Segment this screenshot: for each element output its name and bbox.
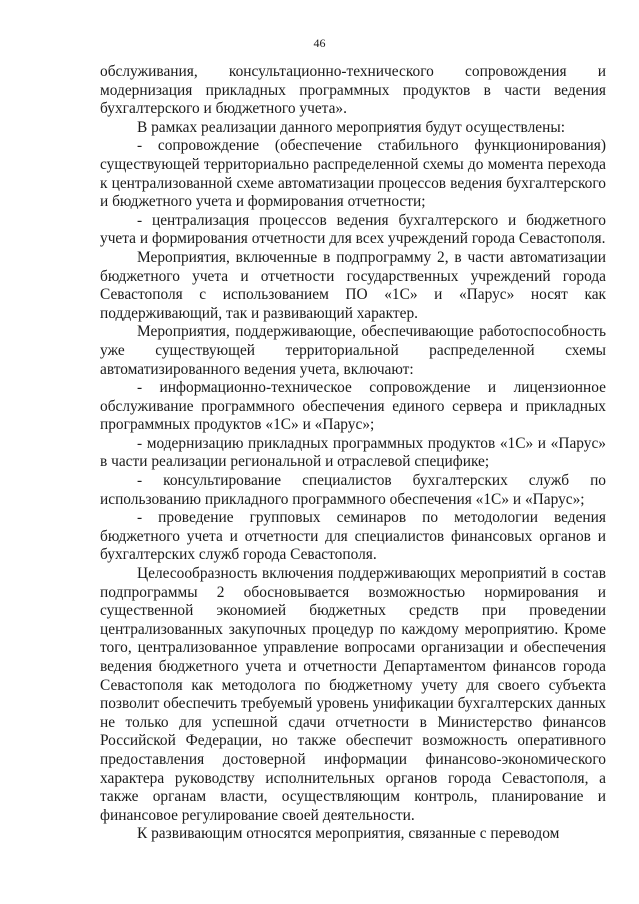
list-item: - информационно-техническое сопровождение и лицензионное обслуживание программного обеспечения единого сервера и прикладных программных продуктов «1С» и «Парус»; [100, 379, 606, 434]
document-body [100, 63, 606, 844]
paragraph: Мероприятия, включенные в подпрограмму 2, в части автоматизации бюджетного учета и отчетности государственных учреждений города Севастополя с использованием ПО «1С» и «Парус» носят как поддерживающий, так и развивающий характер. [100, 248, 606, 322]
list-item: - централизация процессов ведения бухгалтерского и бюджетного учета и формирования отчетности для всех учреждений города Севастополя. [100, 211, 606, 248]
list-item: - сопровождение (обеспечение стабильного функционирования) существующей территориально распределенной схемы до момента перехода к централизованной схеме автоматизации процессов ведения бухгалтерского и бюджетного учета и формирования отчетности; [100, 137, 606, 211]
paragraph: Целесообразность включения поддерживающих мероприятий в состав подпрограммы 2 обосновывается возможностью нормирования и существенной экономией бюджетных средств при проведении централизованных закупочных процедур по каждому мероприятию. Кроме того, централизованное управление вопросами организации и обеспечения ведения бюджетного учета и отчетности Департаментом финансов города Севастополя как методолога по бюджетному учету для своего субъекта позволит обеспечить требуемый уровень унификации бухгалтерских данных не только для успешной сдачи отчетности в Министерство финансов Российской Федерации, но также обеспечит возможность оперативного предоставления достоверной информации финансово-экономического характера руководству исполнительных органов города Севастополя, а также органам власти, осуществляющим контроль, планирование и финансовое регулирование своей деятельности. [100, 565, 606, 824]
page-number: 46 [313, 36, 326, 50]
paragraph: Мероприятия, поддерживающие, обеспечивающие работоспособность уже существующей территориальной распределенной схемы автоматизированного ведения учета, включают: [100, 323, 606, 378]
list-item: - модернизацию прикладных программных продуктов «1С» и «Парус» в части реализации региональной и отраслевой специфике; [100, 434, 606, 471]
paragraph: В рамках реализации данного мероприятия будут осуществлены: [137, 118, 565, 136]
paragraph: К развивающим относятся мероприятия, связанные с переводом [137, 825, 560, 843]
list-item: - проведение групповых семинаров по методологии ведения бюджетного учета и отчетности для специалистов финансовых органов и бухгалтерских служб города Севастополя. [100, 509, 606, 564]
list-item: - консультирование специалистов бухгалтерских служб по использованию прикладного программного обеспечения «1С» и «Парус»; [100, 472, 606, 508]
paragraph: обслуживания, консультационно-технического сопровождения и модернизация прикладных программных продуктов в части ведения бухгалтерского и бюджетного учета». [100, 63, 606, 118]
